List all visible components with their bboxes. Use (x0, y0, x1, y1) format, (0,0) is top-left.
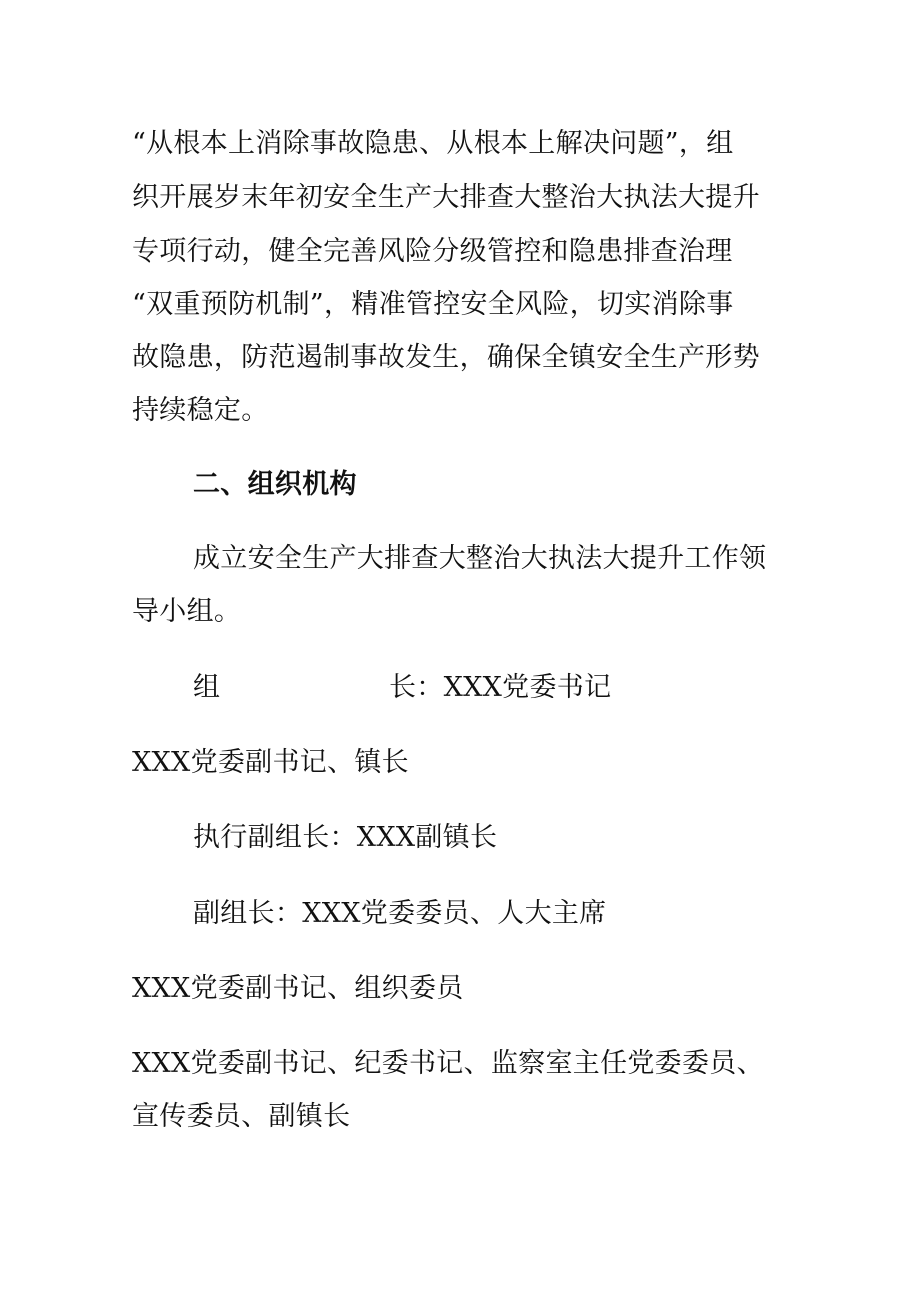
intro-line-6: 持续稳定。 (132, 395, 269, 426)
organization-member-line: XXX党委副书记、组织委员 (132, 973, 464, 1004)
deputy-leader-line: 副组长：XXX党委委员、人大主席 (193, 898, 607, 929)
section-line-1: 成立安全生产大排查大整治大执法大提升工作领 (193, 543, 767, 574)
intro-line-2: 织开展岁末年初安全生产大排查大整治大执法大提升 (132, 182, 760, 213)
discipline-line-2: 宣传委员、副镇长 (132, 1101, 351, 1132)
group-leader-label-right: 长：XXX党委书记 (389, 672, 612, 703)
group-leader-label-left: 组 (193, 672, 221, 703)
discipline-line-1: XXX党委副书记、纪委书记、监察室主任党委委员、 (132, 1048, 764, 1079)
intro-line-5: 故隐患，防范遏制事故发生，确保全镇安全生产形势 (132, 342, 760, 373)
deputy-secretary-mayor-line: XXX党委副书记、镇长 (132, 747, 409, 778)
section-line-2: 导小组。 (132, 596, 242, 627)
group-leader-line (193, 672, 611, 704)
intro-line-3: 专项行动，健全完善风险分级管控和隐患排查治理 (132, 236, 733, 267)
section-heading: 二、组织机构 (193, 469, 357, 500)
intro-line-4: “双重预防机制”，精准管控安全风险，切实消除事 (132, 289, 734, 320)
intro-line-1: “从根本上消除事故隐患、从根本上解决问题”，组 (132, 128, 734, 159)
executive-deputy-leader-line: 执行副组长：XXX副镇长 (193, 822, 498, 853)
